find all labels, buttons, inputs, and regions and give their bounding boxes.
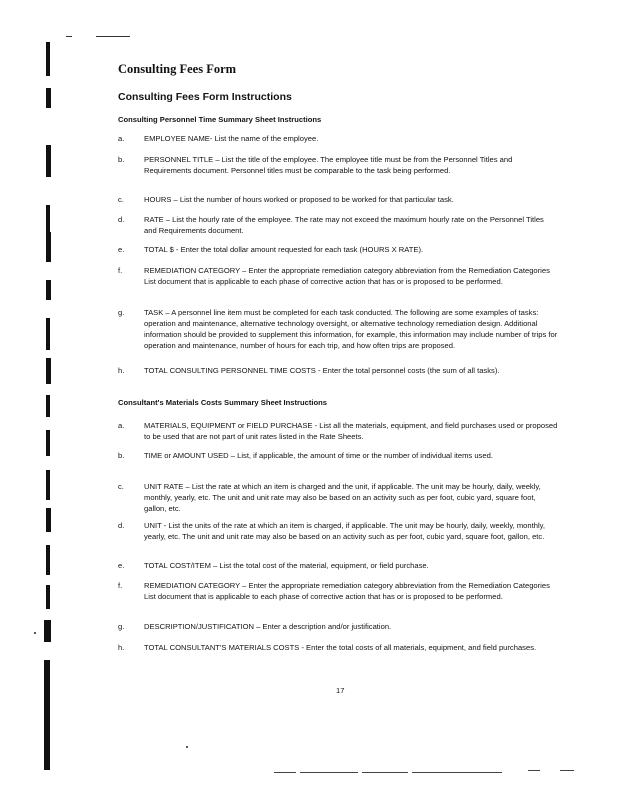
personnel-section-title: Consulting Personnel Time Summary Sheet Instructions (118, 115, 322, 124)
scan-mark (46, 470, 50, 500)
scan-mark (46, 508, 51, 532)
item-letter: h. (118, 643, 125, 652)
item-text: PERSONNEL TITLE – List the title of the employee. The employee title must be from the Personnel Titles and Requirements document. Personnel titles must be comparable to the task being performed. (144, 155, 513, 175)
item-letter: g. (118, 622, 125, 631)
item-letter: f. (118, 266, 123, 275)
item-text: TOTAL CONSULTANT'S MATERIALS COSTS - Enter the total costs of all materials, equipment, and field purchases. (144, 643, 537, 652)
materials-section-title: Consultant's Materials Costs Summary Sheet Instructions (118, 398, 327, 407)
scan-speck (34, 632, 36, 634)
item-letter: b. (118, 155, 125, 164)
scan-line (412, 772, 502, 773)
item-text: TIME or AMOUNT USED – List, if applicable, the amount of time or the number of individual items used. (144, 451, 493, 460)
item-text: TOTAL COST/ITEM – List the total cost of the material, equipment, or field purchase. (144, 561, 429, 570)
scan-line (66, 36, 72, 37)
scan-mark (46, 280, 51, 300)
form-title: Consulting Fees Form (118, 62, 237, 76)
instructions-title: Consulting Fees Form Instructions (118, 91, 292, 103)
item-text: UNIT - List the units of the rate at which an item is charged, if applicable. The unit may be hourly, daily, weekly, monthly, yearly, etc. The unit and unit rate may also be based on an activity such as per foot, cubic yard, square foot, gallon, etc. (144, 521, 545, 541)
item-letter: e. (118, 561, 125, 570)
item-letter: e. (118, 245, 125, 254)
scan-mark (46, 395, 50, 417)
scan-line (274, 772, 296, 773)
item-text: RATE – List the hourly rate of the employee. The rate may not exceed the maximum hourly rate on the Personnel Titles and Requirements document. (144, 215, 544, 235)
item-letter: b. (118, 451, 125, 460)
scan-line (300, 772, 358, 773)
scan-line (362, 772, 408, 773)
scan-mark (44, 660, 50, 770)
item-letter: c. (118, 482, 124, 491)
item-text: UNIT RATE – List the rate at which an item is charged and the unit, if applicable. The unit may be hourly, daily, weekly, monthly, yearly, etc. The unit and unit rate may also be based on an activity such as per foot, cubic yard, square foot, gallon, etc. (144, 482, 541, 513)
scan-line (96, 36, 130, 37)
scan-speck (186, 746, 188, 748)
item-text: EMPLOYEE NAME- List the name of the employee. (144, 134, 319, 143)
item-letter: g. (118, 308, 125, 317)
page-number: 17 (336, 686, 345, 695)
item-text: MATERIALS, EQUIPMENT or FIELD PURCHASE - List all the materials, equipment, and field purchases used or proposed to be used that are not part of unit rates listed in the Rate Sheets. (144, 421, 558, 441)
item-letter: c. (118, 195, 124, 204)
scan-mark (46, 232, 51, 262)
scan-mark (46, 585, 50, 609)
item-text: TASK – A personnel line item must be completed for each task conducted. The following are some examples of tasks: operation and maintenance, alternative technology oversight, or alternative technology remediation design. Additional information should be provided to supplement this information, for example, this information may include number of trips for operation and maintenance, number of hours for each trip, and how often trips are proposed. (144, 308, 558, 350)
item-letter: a. (118, 134, 125, 143)
scan-line (560, 770, 574, 771)
scan-mark (46, 88, 51, 108)
scan-mark (44, 620, 51, 642)
item-text: HOURS – List the number of hours worked or proposed to be worked for that particular task. (144, 195, 454, 204)
item-letter: h. (118, 366, 125, 375)
item-text: REMEDIATION CATEGORY – Enter the appropriate remediation category abbreviation from the Remediation Categories List document that is applicable to each phase of corrective action that has or is proposed to be performed. (144, 581, 550, 601)
scan-mark (46, 430, 50, 456)
item-text: TOTAL CONSULTING PERSONNEL TIME COSTS - Enter the total personnel costs (the sum of all tasks). (144, 366, 500, 375)
item-letter: d. (118, 215, 125, 224)
item-letter: a. (118, 421, 125, 430)
scan-mark (46, 145, 51, 177)
scan-mark (46, 358, 51, 384)
scan-line (528, 770, 540, 771)
scan-mark (46, 545, 50, 575)
item-text: REMEDIATION CATEGORY – Enter the appropriate remediation category abbreviation from the Remediation Categories List document that is applicable to each phase of corrective action that has or is proposed to be performed. (144, 266, 550, 286)
item-text: DESCRIPTION/JUSTIFICATION – Enter a description and/or justification. (144, 622, 392, 631)
scan-mark (46, 42, 50, 76)
item-text: TOTAL $ - Enter the total dollar amount requested for each task (HOURS X RATE). (144, 245, 424, 254)
item-letter: f. (118, 581, 123, 590)
item-letter: d. (118, 521, 125, 530)
scan-mark (46, 318, 50, 350)
